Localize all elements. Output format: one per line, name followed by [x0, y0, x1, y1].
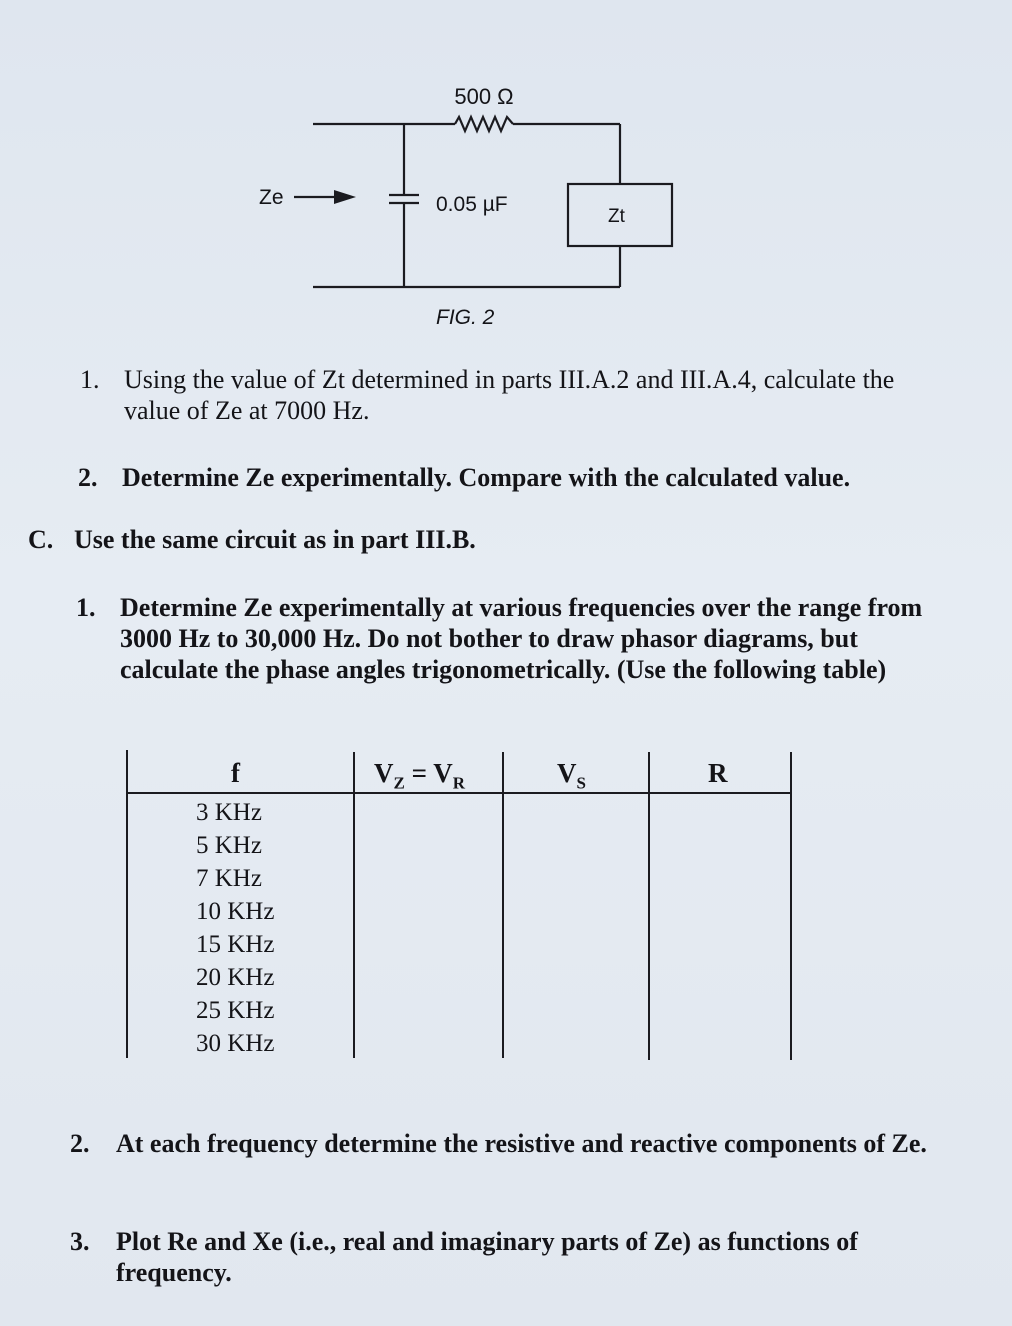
item-text: Plot Re and Xe (i.e., real and imaginary parts of Ze) as functions of frequency. [116, 1227, 858, 1287]
table-divider-2 [502, 752, 504, 1058]
item-c2 [70, 1128, 950, 1192]
capacitor-label: 0.05 µF [436, 193, 508, 216]
header-vs-v: V [557, 758, 577, 788]
item-b1 [80, 364, 950, 430]
resistor-zigzag [455, 117, 513, 131]
frequency-cell: 7 KHz [196, 865, 262, 892]
table-divider-1 [353, 752, 355, 1058]
item-number: 2. [78, 463, 98, 492]
frequency-cell: 5 KHz [196, 832, 262, 859]
item-number: 2. [70, 1129, 90, 1158]
section-letter: C. [28, 525, 54, 554]
header-f: f [231, 758, 240, 788]
frequency-cell: 25 KHz [196, 997, 275, 1024]
item-text: At each frequency determine the resistive and reactive components of Ze. [116, 1129, 927, 1158]
frequency-cell: 15 KHz [196, 931, 275, 958]
table-right-border [790, 752, 792, 1060]
item-text: Determine Ze experimentally at various frequencies over the range from 3000 Hz to 30,000 Hz. Do not bother to draw phasor diagrams, but calculate the phase angles trigonometrically. (Use the following table) [120, 593, 923, 684]
resistor-label: 500 Ω [454, 84, 514, 109]
item-text: Using the value of Zt determined in parts III.A.2 and III.A.4, calculate the value of Ze at 7000 Hz. [124, 365, 895, 425]
item-b2 [78, 462, 968, 496]
input-arrow-head [334, 190, 356, 204]
item-number: 1. [76, 593, 96, 622]
header-vs-sub: S [576, 773, 586, 793]
item-c1 [76, 592, 946, 720]
table-left-border [126, 750, 128, 1058]
header-r: R [708, 758, 728, 788]
load-impedance-label: Zt [608, 206, 625, 227]
frequency-cell: 3 KHz [196, 799, 262, 826]
input-impedance-label: Ze [259, 186, 284, 209]
frequency-cell: 10 KHz [196, 898, 275, 925]
header-vz-v: V [374, 758, 394, 788]
item-number: 1. [80, 365, 100, 394]
table-divider-3 [648, 752, 650, 1060]
frequency-cell: 30 KHz [196, 1030, 275, 1057]
circuit-diagram [0, 0, 1012, 340]
header-rule [126, 792, 792, 794]
header-vz-sub: Z [393, 773, 405, 793]
section-text: Use the same circuit as in part III.B. [74, 525, 476, 554]
item-number: 3. [70, 1227, 90, 1256]
item-c3 [70, 1226, 950, 1290]
item-text: Determine Ze experimentally. Compare with the calculated value. [122, 463, 851, 492]
frequency-cell: 20 KHz [196, 964, 275, 991]
header-vr-sub: R [452, 773, 466, 793]
header-eq-v: = V [404, 758, 453, 788]
figure-caption: FIG. 2 [436, 306, 495, 329]
section-c [28, 524, 628, 558]
